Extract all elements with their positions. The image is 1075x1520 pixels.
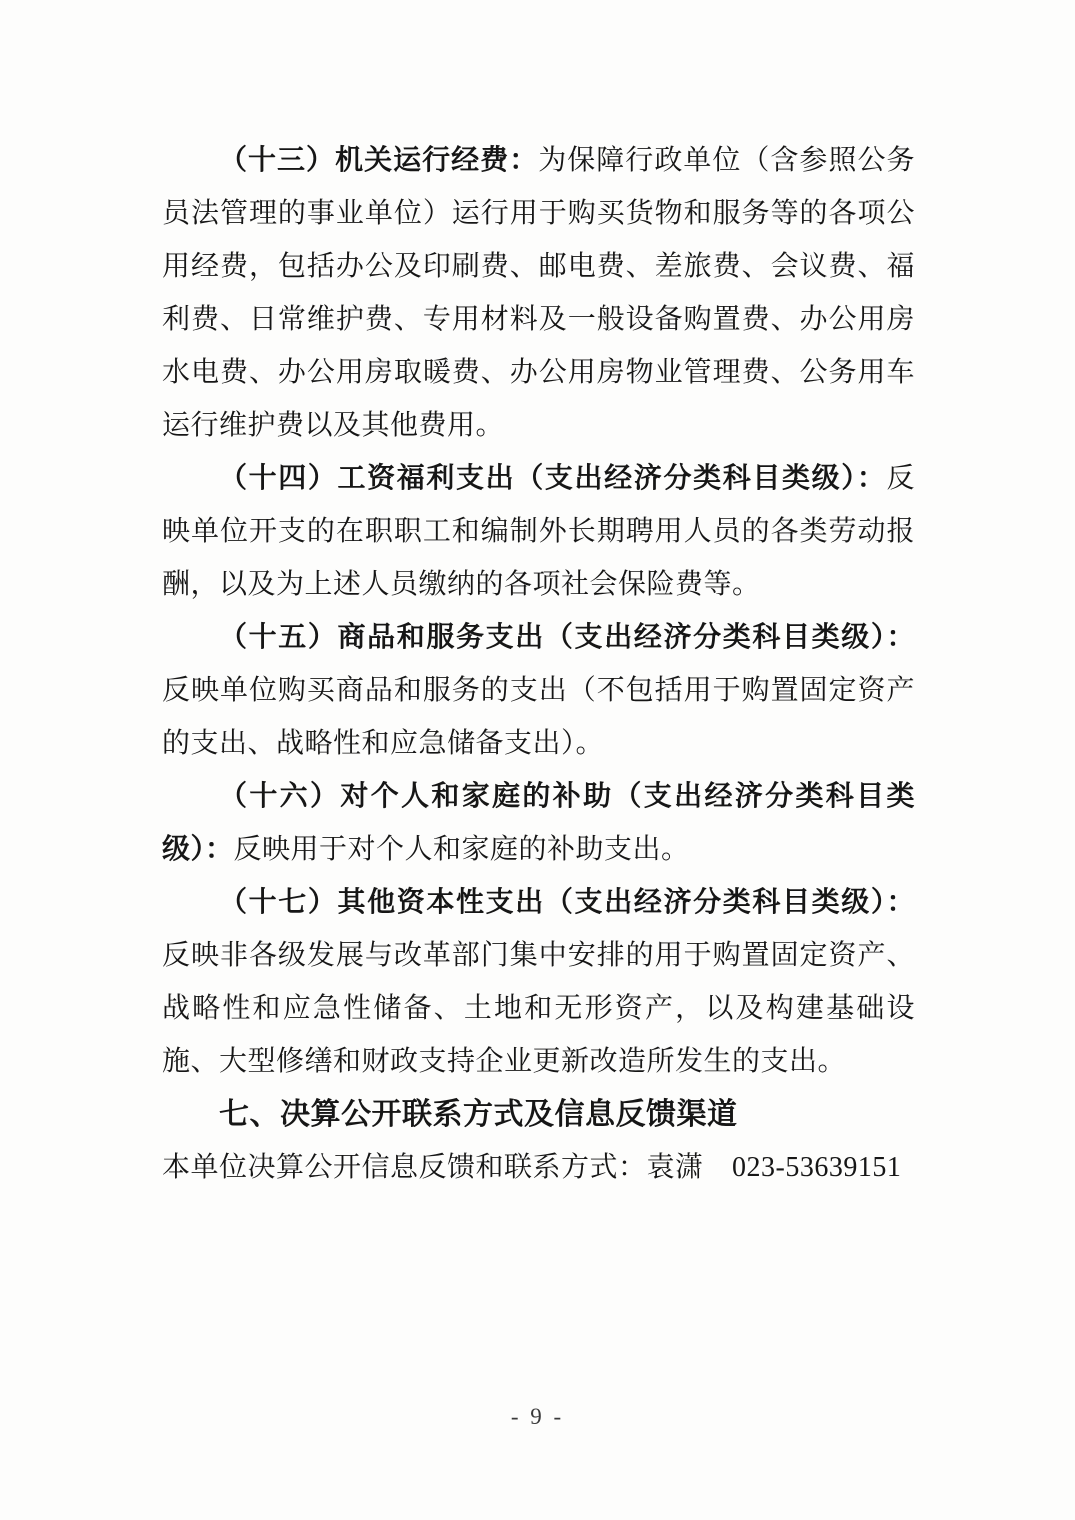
- document-content: [162, 134, 915, 1194]
- phone-number: 023-53639151: [732, 1152, 902, 1183]
- paragraph: [162, 452, 915, 611]
- paragraph: [162, 770, 915, 876]
- paragraph-text: 反映单位开支的在职职工和编制外长期聘用人员的各类劳动报酬，以及为上述人员缴纳的各项社会保险费等。: [162, 463, 915, 600]
- contact-line: [162, 1141, 915, 1194]
- paragraph-text: 反映单位购买商品和服务的支出（不包括用于购置固定资产的支出、战略性和应急储备支出）。: [162, 675, 915, 759]
- section-heading: [162, 1088, 915, 1141]
- paragraph-lead-bold: （十五）商品和服务支出（支出经济分类科目类级）：: [219, 622, 915, 653]
- paragraph: [162, 611, 915, 770]
- paragraph-lead-bold: （十四）工资福利支出（支出经济分类科目类级）：: [219, 463, 887, 494]
- paragraph-lead-bold: 七、决算公开联系方式及信息反馈渠道: [219, 1098, 738, 1131]
- paragraph-text: 反映用于对个人和家庭的补助支出。: [233, 834, 690, 865]
- paragraph-text: 为保障行政单位（含参照公务员法管理的事业单位）运行用于购买货物和服务等的各项公用经费，包括办公及印刷费、邮电费、差旅费、会议费、福利费、日常维护费、专用材料及一般设备购置费、办公用房水电费、办公用房取暖费、办公用房物业管理费、公务用车运行维护费以及其他费用。: [162, 145, 915, 441]
- paragraph: [162, 876, 915, 1088]
- paragraph-lead-bold: （十七）其他资本性支出（支出经济分类科目类级）：: [219, 887, 915, 918]
- paragraph-lead-bold: （十三）机关运行经费：: [219, 145, 539, 176]
- page-number: - 9 -: [510, 1404, 565, 1429]
- paragraph-text: 反映非各级发展与改革部门集中安排的用于购置固定资产、战略性和应急性储备、土地和无形资产，以及构建基础设施、大型修缮和财政支持企业更新改造所发生的支出。: [162, 940, 915, 1077]
- paragraph: [162, 134, 915, 452]
- paragraph-text: 本单位决算公开信息反馈和联系方式：袁潇: [162, 1152, 733, 1183]
- paragraph-lead-bold: （十六）对个人和家庭的补助（支出经济分类科目类级）：: [162, 781, 915, 865]
